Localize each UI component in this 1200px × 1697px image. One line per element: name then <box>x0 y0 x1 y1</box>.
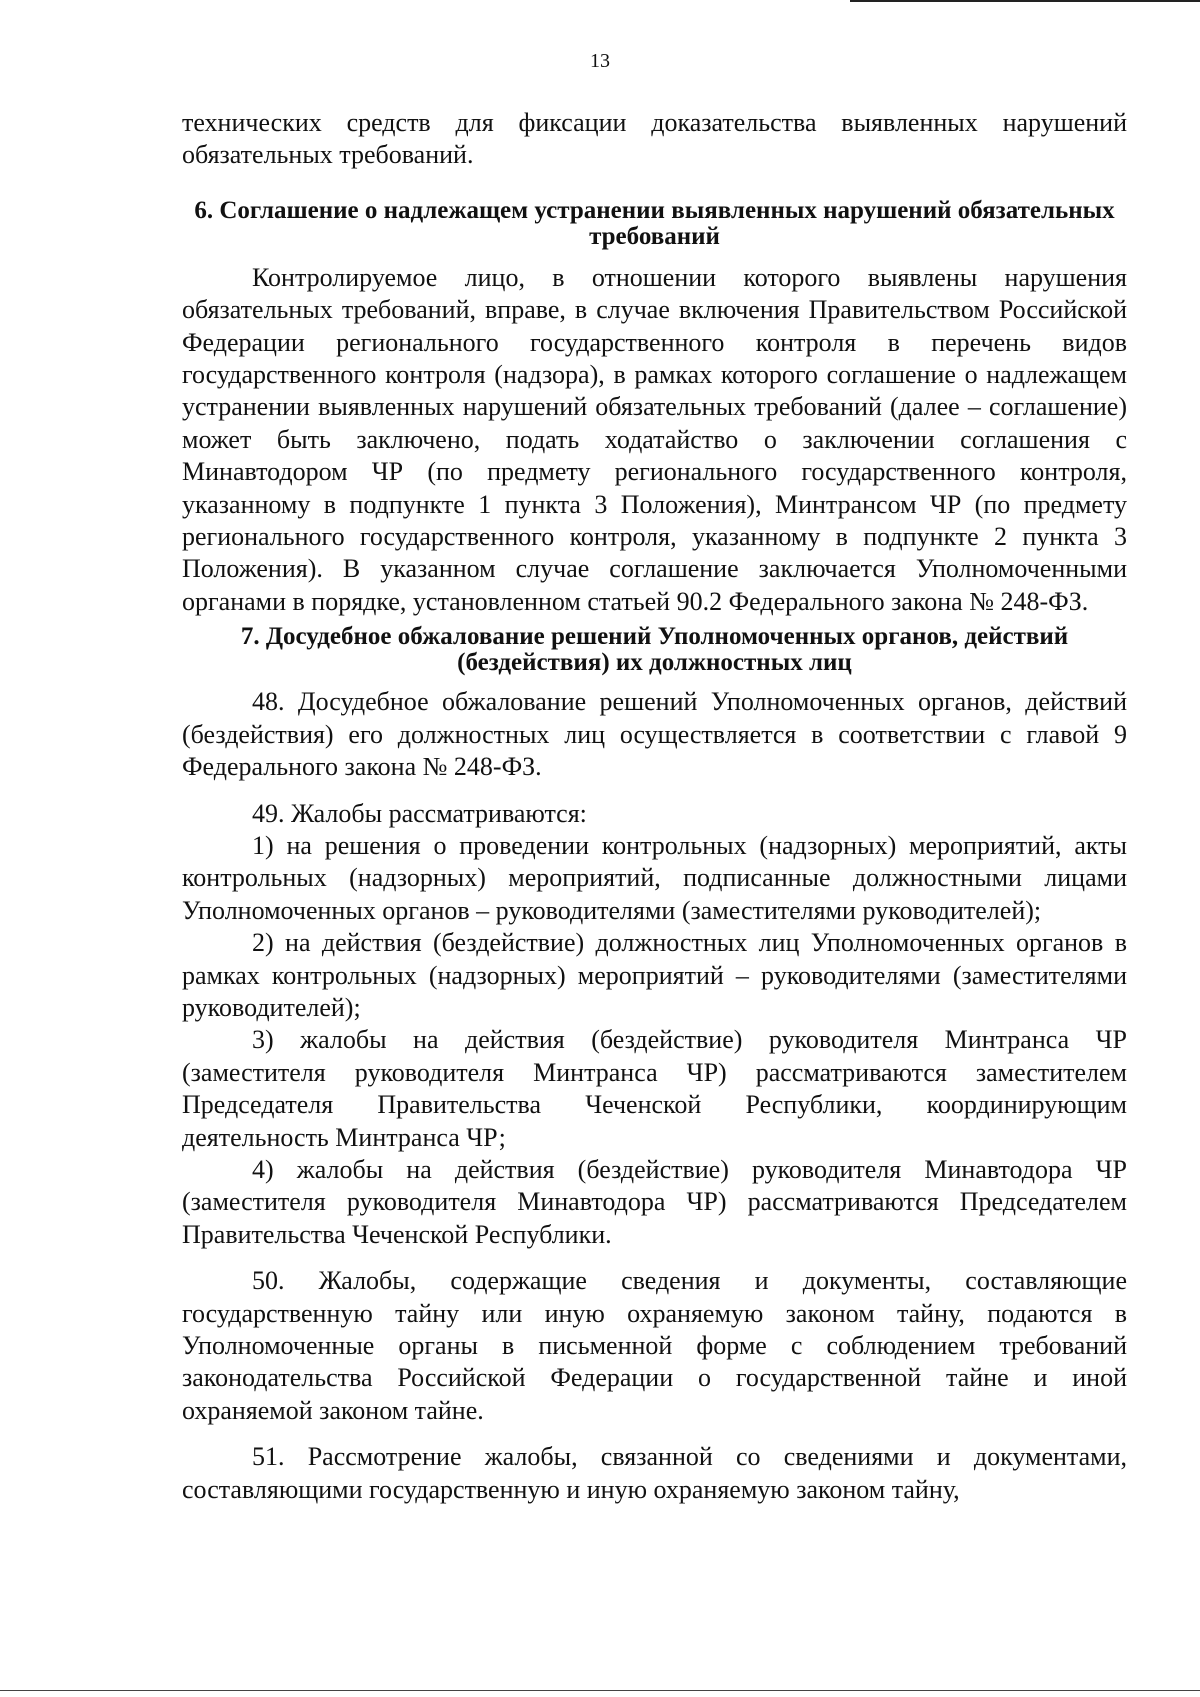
section-6-heading: 6. Соглашение о надлежащем устранении выявленных нарушений обязательных требований <box>194 196 1115 250</box>
paragraph-49: 49. Жалобы рассматриваются: <box>252 798 587 828</box>
paragraph-intro-continuation: технических средств для фиксации доказательства выявленных нарушений обязательных требований. <box>182 108 1127 170</box>
paragraph-agreement: Контролируемое лицо, в отношении которого выявлены нарушения обязательных требований, вправе, в случае включения Правительством Российской Федерации регионального государственного контроля в перечень видов государственного контроля (надзора), в рамках которого соглашение о надлежащем устранении выявленных нарушений обязательных требований (далее – соглашение) может быть заключено, подать ходатайство о заключении соглашения с Минавтодором ЧР (по предмету регионального государственного контроля, указанному в подпункте 1 пункта 3 Положения), Минтрансом ЧР (по предмету регионального государственного контроля, указанному в подпункте 2 пункта 3 Положения). В указанном случае соглашение заключается Уполномоченными органами в порядке, установленном статьей 90.2 Федерального закона № 248-ФЗ. <box>182 262 1127 616</box>
paragraph-48: 48. Досудебное обжалование решений Уполномоченных органов, действий (бездействия) его должностных лиц осуществляется в соответствии с главой 9 Федерального закона № 248-ФЗ. <box>182 687 1127 782</box>
paragraph-49-item-1: 1) на решения о проведении контрольных (надзорных) мероприятий, акты контрольных (надзорных) мероприятий, подписанные должностными лицами Уполномоченных органов – руководителями (заместителями руководителей); <box>182 830 1127 925</box>
paragraph-50: 50. Жалобы, содержащие сведения и документы, составляющие государственную тайну или иную охраняемую законом тайну, подаются в Уполномоченные органы в письменной форме с соблюдением требований законодательства Российской Федерации о государственной тайне и иной охраняемой законом тайне. <box>182 1266 1127 1425</box>
paragraph-49-item-3: 3) жалобы на действия (бездействие) руководителя Минтранса ЧР (заместителя руководителя Минтранса ЧР) рассматриваются заместителем Председателя Правительства Чеченской Республики, координирующим деятельность Минтранса ЧР; <box>182 1025 1127 1152</box>
paragraph-49-item-2: 2) на действия (бездействие) должностных лиц Уполномоченных органов в рамках контрольных (надзорных) мероприятий – руководителями (заместителями руководителей); <box>182 928 1127 1022</box>
paragraph-49-item-4: 4) жалобы на действия (бездействие) руководителя Минавтодора ЧР (заместителя руководителя Минавтодора ЧР) рассматриваются Председателем Правительства Чеченской Республики. <box>182 1154 1127 1249</box>
document-body <box>182 107 1127 1506</box>
scan-edge-bottom <box>0 1690 1200 1691</box>
scan-edge-top <box>850 0 1200 2</box>
paragraph-51: 51. Рассмотрение жалобы, связанной со сведениями и документами, составляющими государственную и иную охраняемую законом тайну, <box>182 1442 1127 1504</box>
section-7-heading: 7. Досудебное обжалование решений Уполномоченных органов, действий (бездействия) их должностных лиц <box>240 623 1069 677</box>
page-number: 13 <box>590 50 610 72</box>
